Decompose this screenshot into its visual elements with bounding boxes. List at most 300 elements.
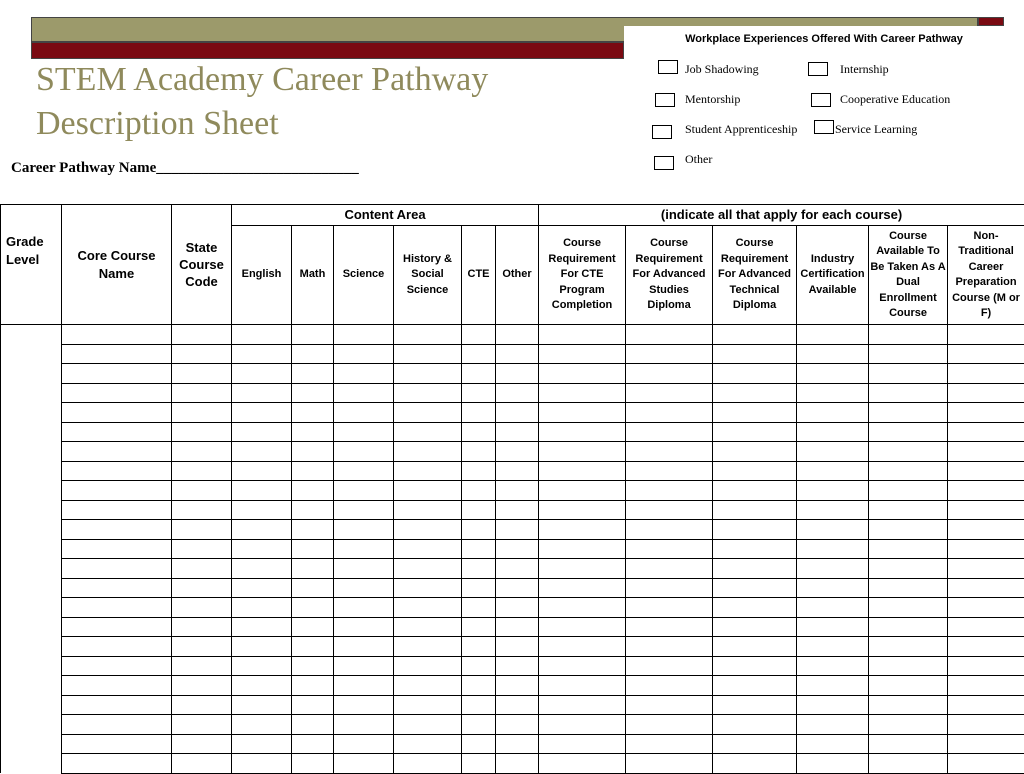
table-cell[interactable] (462, 364, 496, 384)
table-cell[interactable] (394, 442, 462, 462)
table-cell[interactable] (797, 695, 869, 715)
table-cell[interactable] (797, 754, 869, 774)
table-cell[interactable] (172, 656, 232, 676)
table-cell[interactable] (232, 617, 292, 637)
table-cell[interactable] (232, 461, 292, 481)
table-cell[interactable] (394, 344, 462, 364)
table-cell[interactable] (292, 598, 334, 618)
table-cell[interactable] (394, 539, 462, 559)
table-cell[interactable] (539, 715, 626, 735)
table-cell[interactable] (232, 656, 292, 676)
table-cell[interactable] (292, 559, 334, 579)
table-cell[interactable] (232, 715, 292, 735)
table-cell[interactable] (496, 500, 539, 520)
table-cell[interactable] (713, 422, 797, 442)
table-cell[interactable] (232, 637, 292, 657)
table-cell[interactable] (292, 325, 334, 345)
table-cell[interactable] (292, 383, 334, 403)
table-cell[interactable] (334, 461, 394, 481)
table-cell[interactable] (292, 637, 334, 657)
table-cell[interactable] (394, 325, 462, 345)
table-cell[interactable] (948, 364, 1024, 384)
table-cell[interactable] (172, 617, 232, 637)
table-cell[interactable] (462, 344, 496, 364)
table-cell[interactable] (462, 637, 496, 657)
table-cell[interactable] (948, 578, 1024, 598)
table-cell[interactable] (334, 695, 394, 715)
career-pathway-name-field[interactable]: Career Pathway Name___________________________ (11, 160, 359, 177)
table-cell[interactable] (626, 617, 713, 637)
table-cell[interactable] (496, 578, 539, 598)
table-cell[interactable] (462, 715, 496, 735)
table-cell[interactable] (334, 364, 394, 384)
table-cell[interactable] (539, 539, 626, 559)
table-cell[interactable] (462, 734, 496, 754)
checkbox-cooperative-education[interactable] (811, 93, 831, 107)
checkbox-mentorship[interactable] (655, 93, 675, 107)
table-cell[interactable] (713, 617, 797, 637)
table-cell[interactable] (172, 734, 232, 754)
table-cell[interactable] (62, 325, 172, 345)
table-cell[interactable] (172, 520, 232, 540)
table-cell[interactable] (797, 325, 869, 345)
table-cell[interactable] (539, 383, 626, 403)
table-cell[interactable] (948, 325, 1024, 345)
table-cell[interactable] (713, 520, 797, 540)
checkbox-student-apprenticeship[interactable] (652, 125, 672, 139)
table-cell[interactable] (713, 637, 797, 657)
table-cell[interactable] (334, 656, 394, 676)
table-cell[interactable] (797, 734, 869, 754)
table-cell[interactable] (62, 559, 172, 579)
table-cell[interactable] (394, 637, 462, 657)
table-cell[interactable] (869, 676, 948, 696)
table-cell[interactable] (172, 383, 232, 403)
table-cell[interactable] (797, 403, 869, 423)
table-cell[interactable] (62, 520, 172, 540)
table-cell[interactable] (496, 539, 539, 559)
table-cell[interactable] (334, 325, 394, 345)
table-cell[interactable] (172, 578, 232, 598)
table-cell[interactable] (462, 539, 496, 559)
table-cell[interactable] (394, 520, 462, 540)
table-cell[interactable] (62, 715, 172, 735)
table-cell[interactable] (626, 325, 713, 345)
table-cell[interactable] (496, 325, 539, 345)
table-cell[interactable] (948, 598, 1024, 618)
table-cell[interactable] (62, 598, 172, 618)
table-cell[interactable] (172, 422, 232, 442)
table-cell[interactable] (462, 598, 496, 618)
table-cell[interactable] (496, 422, 539, 442)
table-cell[interactable] (539, 637, 626, 657)
table-cell[interactable] (172, 461, 232, 481)
table-cell[interactable] (626, 422, 713, 442)
table-cell[interactable] (713, 578, 797, 598)
table-cell[interactable] (496, 598, 539, 618)
table-cell[interactable] (626, 656, 713, 676)
table-cell[interactable] (496, 754, 539, 774)
table-cell[interactable] (172, 676, 232, 696)
table-cell[interactable] (539, 520, 626, 540)
table-cell[interactable] (948, 481, 1024, 501)
table-cell[interactable] (713, 656, 797, 676)
table-cell[interactable] (62, 461, 172, 481)
table-cell[interactable] (292, 676, 334, 696)
table-cell[interactable] (626, 676, 713, 696)
table-cell[interactable] (232, 676, 292, 696)
table-cell[interactable] (539, 598, 626, 618)
table-cell[interactable] (232, 442, 292, 462)
table-cell[interactable] (62, 578, 172, 598)
table-cell[interactable] (797, 656, 869, 676)
table-cell[interactable] (232, 500, 292, 520)
table-cell[interactable] (334, 578, 394, 598)
table-cell[interactable] (62, 481, 172, 501)
table-cell[interactable] (539, 656, 626, 676)
table-cell[interactable] (292, 500, 334, 520)
table-cell[interactable] (172, 539, 232, 559)
table-cell[interactable] (62, 656, 172, 676)
table-cell[interactable] (172, 403, 232, 423)
table-cell[interactable] (626, 481, 713, 501)
table-cell[interactable] (626, 695, 713, 715)
table-cell[interactable] (869, 481, 948, 501)
table-cell[interactable] (539, 578, 626, 598)
table-cell[interactable] (232, 578, 292, 598)
checkbox-other[interactable] (654, 156, 674, 170)
table-cell[interactable] (869, 656, 948, 676)
table-cell[interactable] (948, 539, 1024, 559)
table-cell[interactable] (869, 715, 948, 735)
table-cell[interactable] (869, 598, 948, 618)
table-cell[interactable] (232, 520, 292, 540)
table-cell[interactable] (797, 637, 869, 657)
table-cell[interactable] (713, 598, 797, 618)
table-cell[interactable] (394, 422, 462, 442)
table-cell[interactable] (948, 383, 1024, 403)
table-cell[interactable] (496, 617, 539, 637)
table-cell[interactable] (496, 676, 539, 696)
table-cell[interactable] (172, 364, 232, 384)
table-cell[interactable] (496, 364, 539, 384)
table-cell[interactable] (797, 344, 869, 364)
table-cell[interactable] (626, 734, 713, 754)
table-cell[interactable] (626, 520, 713, 540)
table-cell[interactable] (292, 539, 334, 559)
table-cell[interactable] (232, 344, 292, 364)
table-cell[interactable] (797, 676, 869, 696)
table-cell[interactable] (62, 617, 172, 637)
table-cell[interactable] (539, 559, 626, 579)
table-cell[interactable] (462, 500, 496, 520)
table-cell[interactable] (496, 559, 539, 579)
table-cell[interactable] (797, 715, 869, 735)
table-cell[interactable] (172, 481, 232, 501)
table-cell[interactable] (797, 422, 869, 442)
table-cell[interactable] (462, 442, 496, 462)
table-cell[interactable] (797, 481, 869, 501)
table-cell[interactable] (172, 715, 232, 735)
table-cell[interactable] (948, 637, 1024, 657)
table-cell[interactable] (869, 422, 948, 442)
table-cell[interactable] (394, 364, 462, 384)
table-cell[interactable] (394, 578, 462, 598)
table-cell[interactable] (394, 715, 462, 735)
table-cell[interactable] (462, 403, 496, 423)
table-cell[interactable] (626, 461, 713, 481)
table-cell[interactable] (62, 422, 172, 442)
table-cell[interactable] (797, 364, 869, 384)
table-cell[interactable] (948, 520, 1024, 540)
table-cell[interactable] (496, 695, 539, 715)
table-cell[interactable] (869, 578, 948, 598)
table-cell[interactable] (948, 403, 1024, 423)
table-cell[interactable] (626, 364, 713, 384)
table-cell[interactable] (713, 481, 797, 501)
table-cell[interactable] (539, 481, 626, 501)
table-cell[interactable] (394, 403, 462, 423)
table-cell[interactable] (232, 598, 292, 618)
table-cell[interactable] (334, 442, 394, 462)
table-cell[interactable] (62, 344, 172, 364)
table-cell[interactable] (797, 442, 869, 462)
table-cell[interactable] (797, 461, 869, 481)
table-cell[interactable] (539, 344, 626, 364)
table-cell[interactable] (948, 617, 1024, 637)
table-cell[interactable] (62, 364, 172, 384)
table-cell[interactable] (713, 676, 797, 696)
table-cell[interactable] (496, 442, 539, 462)
table-cell[interactable] (626, 539, 713, 559)
table-cell[interactable] (62, 754, 172, 774)
table-cell[interactable] (713, 715, 797, 735)
table-cell[interactable] (496, 715, 539, 735)
table-cell[interactable] (462, 383, 496, 403)
table-cell[interactable] (62, 500, 172, 520)
table-cell[interactable] (713, 500, 797, 520)
table-cell[interactable] (869, 344, 948, 364)
table-cell[interactable] (394, 461, 462, 481)
table-cell[interactable] (232, 383, 292, 403)
table-cell[interactable] (232, 754, 292, 774)
table-cell[interactable] (292, 481, 334, 501)
table-cell[interactable] (869, 695, 948, 715)
table-cell[interactable] (626, 559, 713, 579)
table-cell[interactable] (797, 520, 869, 540)
table-cell[interactable] (462, 461, 496, 481)
table-cell[interactable] (713, 442, 797, 462)
table-cell[interactable] (292, 344, 334, 364)
table-cell[interactable] (292, 403, 334, 423)
table-cell[interactable] (713, 403, 797, 423)
table-cell[interactable] (539, 422, 626, 442)
table-cell[interactable] (172, 637, 232, 657)
table-cell[interactable] (797, 578, 869, 598)
table-cell[interactable] (539, 461, 626, 481)
table-cell[interactable] (948, 422, 1024, 442)
table-cell[interactable] (869, 539, 948, 559)
table-cell[interactable] (292, 695, 334, 715)
table-cell[interactable] (948, 715, 1024, 735)
table-cell[interactable] (462, 325, 496, 345)
table-cell[interactable] (713, 364, 797, 384)
table-cell[interactable] (334, 617, 394, 637)
table-cell[interactable] (334, 715, 394, 735)
table-cell[interactable] (626, 344, 713, 364)
table-cell[interactable] (948, 695, 1024, 715)
table-cell[interactable] (334, 637, 394, 657)
table-cell[interactable] (462, 754, 496, 774)
table-cell[interactable] (797, 559, 869, 579)
table-cell[interactable] (62, 403, 172, 423)
table-cell[interactable] (713, 695, 797, 715)
table-cell[interactable] (713, 325, 797, 345)
table-cell[interactable] (62, 442, 172, 462)
table-cell[interactable] (948, 559, 1024, 579)
table-cell[interactable] (292, 520, 334, 540)
table-cell[interactable] (172, 754, 232, 774)
table-cell[interactable] (232, 481, 292, 501)
checkbox-service-learning[interactable] (814, 120, 834, 134)
table-cell[interactable] (539, 695, 626, 715)
table-cell[interactable] (869, 461, 948, 481)
table-cell[interactable] (539, 754, 626, 774)
table-cell[interactable] (462, 695, 496, 715)
table-cell[interactable] (797, 539, 869, 559)
table-cell[interactable] (394, 481, 462, 501)
table-cell[interactable] (232, 422, 292, 442)
table-cell[interactable] (334, 383, 394, 403)
table-cell[interactable] (62, 676, 172, 696)
table-cell[interactable] (292, 422, 334, 442)
table-cell[interactable] (797, 617, 869, 637)
table-cell[interactable] (462, 520, 496, 540)
table-cell[interactable] (626, 754, 713, 774)
table-cell[interactable] (869, 500, 948, 520)
table-cell[interactable] (496, 344, 539, 364)
table-cell[interactable] (713, 344, 797, 364)
table-cell[interactable] (462, 617, 496, 637)
table-cell[interactable] (626, 637, 713, 657)
table-cell[interactable] (394, 598, 462, 618)
table-cell[interactable] (713, 559, 797, 579)
table-cell[interactable] (496, 481, 539, 501)
grade-level-cell[interactable] (1, 325, 62, 774)
table-cell[interactable] (232, 559, 292, 579)
table-cell[interactable] (496, 520, 539, 540)
table-cell[interactable] (869, 403, 948, 423)
table-cell[interactable] (334, 403, 394, 423)
table-cell[interactable] (334, 598, 394, 618)
table-cell[interactable] (292, 578, 334, 598)
table-cell[interactable] (948, 676, 1024, 696)
table-cell[interactable] (869, 383, 948, 403)
table-cell[interactable] (496, 656, 539, 676)
table-cell[interactable] (496, 383, 539, 403)
table-cell[interactable] (948, 656, 1024, 676)
table-cell[interactable] (62, 383, 172, 403)
table-cell[interactable] (869, 364, 948, 384)
table-cell[interactable] (232, 325, 292, 345)
table-cell[interactable] (713, 539, 797, 559)
table-cell[interactable] (334, 734, 394, 754)
table-cell[interactable] (232, 364, 292, 384)
table-cell[interactable] (394, 383, 462, 403)
table-cell[interactable] (232, 695, 292, 715)
table-cell[interactable] (869, 442, 948, 462)
table-cell[interactable] (292, 617, 334, 637)
table-cell[interactable] (394, 676, 462, 696)
table-cell[interactable] (626, 403, 713, 423)
table-cell[interactable] (334, 559, 394, 579)
table-cell[interactable] (394, 754, 462, 774)
table-cell[interactable] (496, 734, 539, 754)
table-cell[interactable] (539, 734, 626, 754)
table-cell[interactable] (797, 500, 869, 520)
table-cell[interactable] (462, 676, 496, 696)
checkbox-internship[interactable] (808, 62, 828, 76)
table-cell[interactable] (292, 656, 334, 676)
table-cell[interactable] (539, 676, 626, 696)
table-cell[interactable] (797, 598, 869, 618)
table-cell[interactable] (626, 598, 713, 618)
table-cell[interactable] (948, 442, 1024, 462)
table-cell[interactable] (539, 403, 626, 423)
table-cell[interactable] (948, 500, 1024, 520)
table-cell[interactable] (948, 734, 1024, 754)
table-cell[interactable] (539, 364, 626, 384)
table-cell[interactable] (869, 754, 948, 774)
table-cell[interactable] (394, 734, 462, 754)
table-cell[interactable] (334, 754, 394, 774)
table-cell[interactable] (172, 442, 232, 462)
table-cell[interactable] (292, 715, 334, 735)
table-cell[interactable] (62, 734, 172, 754)
table-cell[interactable] (292, 754, 334, 774)
table-cell[interactable] (334, 344, 394, 364)
table-cell[interactable] (496, 637, 539, 657)
table-cell[interactable] (869, 559, 948, 579)
table-cell[interactable] (713, 754, 797, 774)
table-cell[interactable] (394, 695, 462, 715)
table-cell[interactable] (626, 383, 713, 403)
table-cell[interactable] (172, 500, 232, 520)
table-cell[interactable] (869, 734, 948, 754)
table-cell[interactable] (539, 325, 626, 345)
table-cell[interactable] (869, 325, 948, 345)
table-cell[interactable] (334, 520, 394, 540)
table-cell[interactable] (334, 539, 394, 559)
table-cell[interactable] (496, 461, 539, 481)
table-cell[interactable] (232, 539, 292, 559)
table-cell[interactable] (334, 481, 394, 501)
table-cell[interactable] (394, 559, 462, 579)
table-cell[interactable] (292, 442, 334, 462)
table-cell[interactable] (172, 559, 232, 579)
table-cell[interactable] (626, 578, 713, 598)
table-cell[interactable] (334, 676, 394, 696)
table-cell[interactable] (869, 637, 948, 657)
table-cell[interactable] (394, 656, 462, 676)
table-cell[interactable] (462, 422, 496, 442)
table-cell[interactable] (948, 461, 1024, 481)
table-cell[interactable] (62, 695, 172, 715)
table-cell[interactable] (462, 481, 496, 501)
table-cell[interactable] (232, 403, 292, 423)
table-cell[interactable] (462, 578, 496, 598)
table-cell[interactable] (334, 422, 394, 442)
